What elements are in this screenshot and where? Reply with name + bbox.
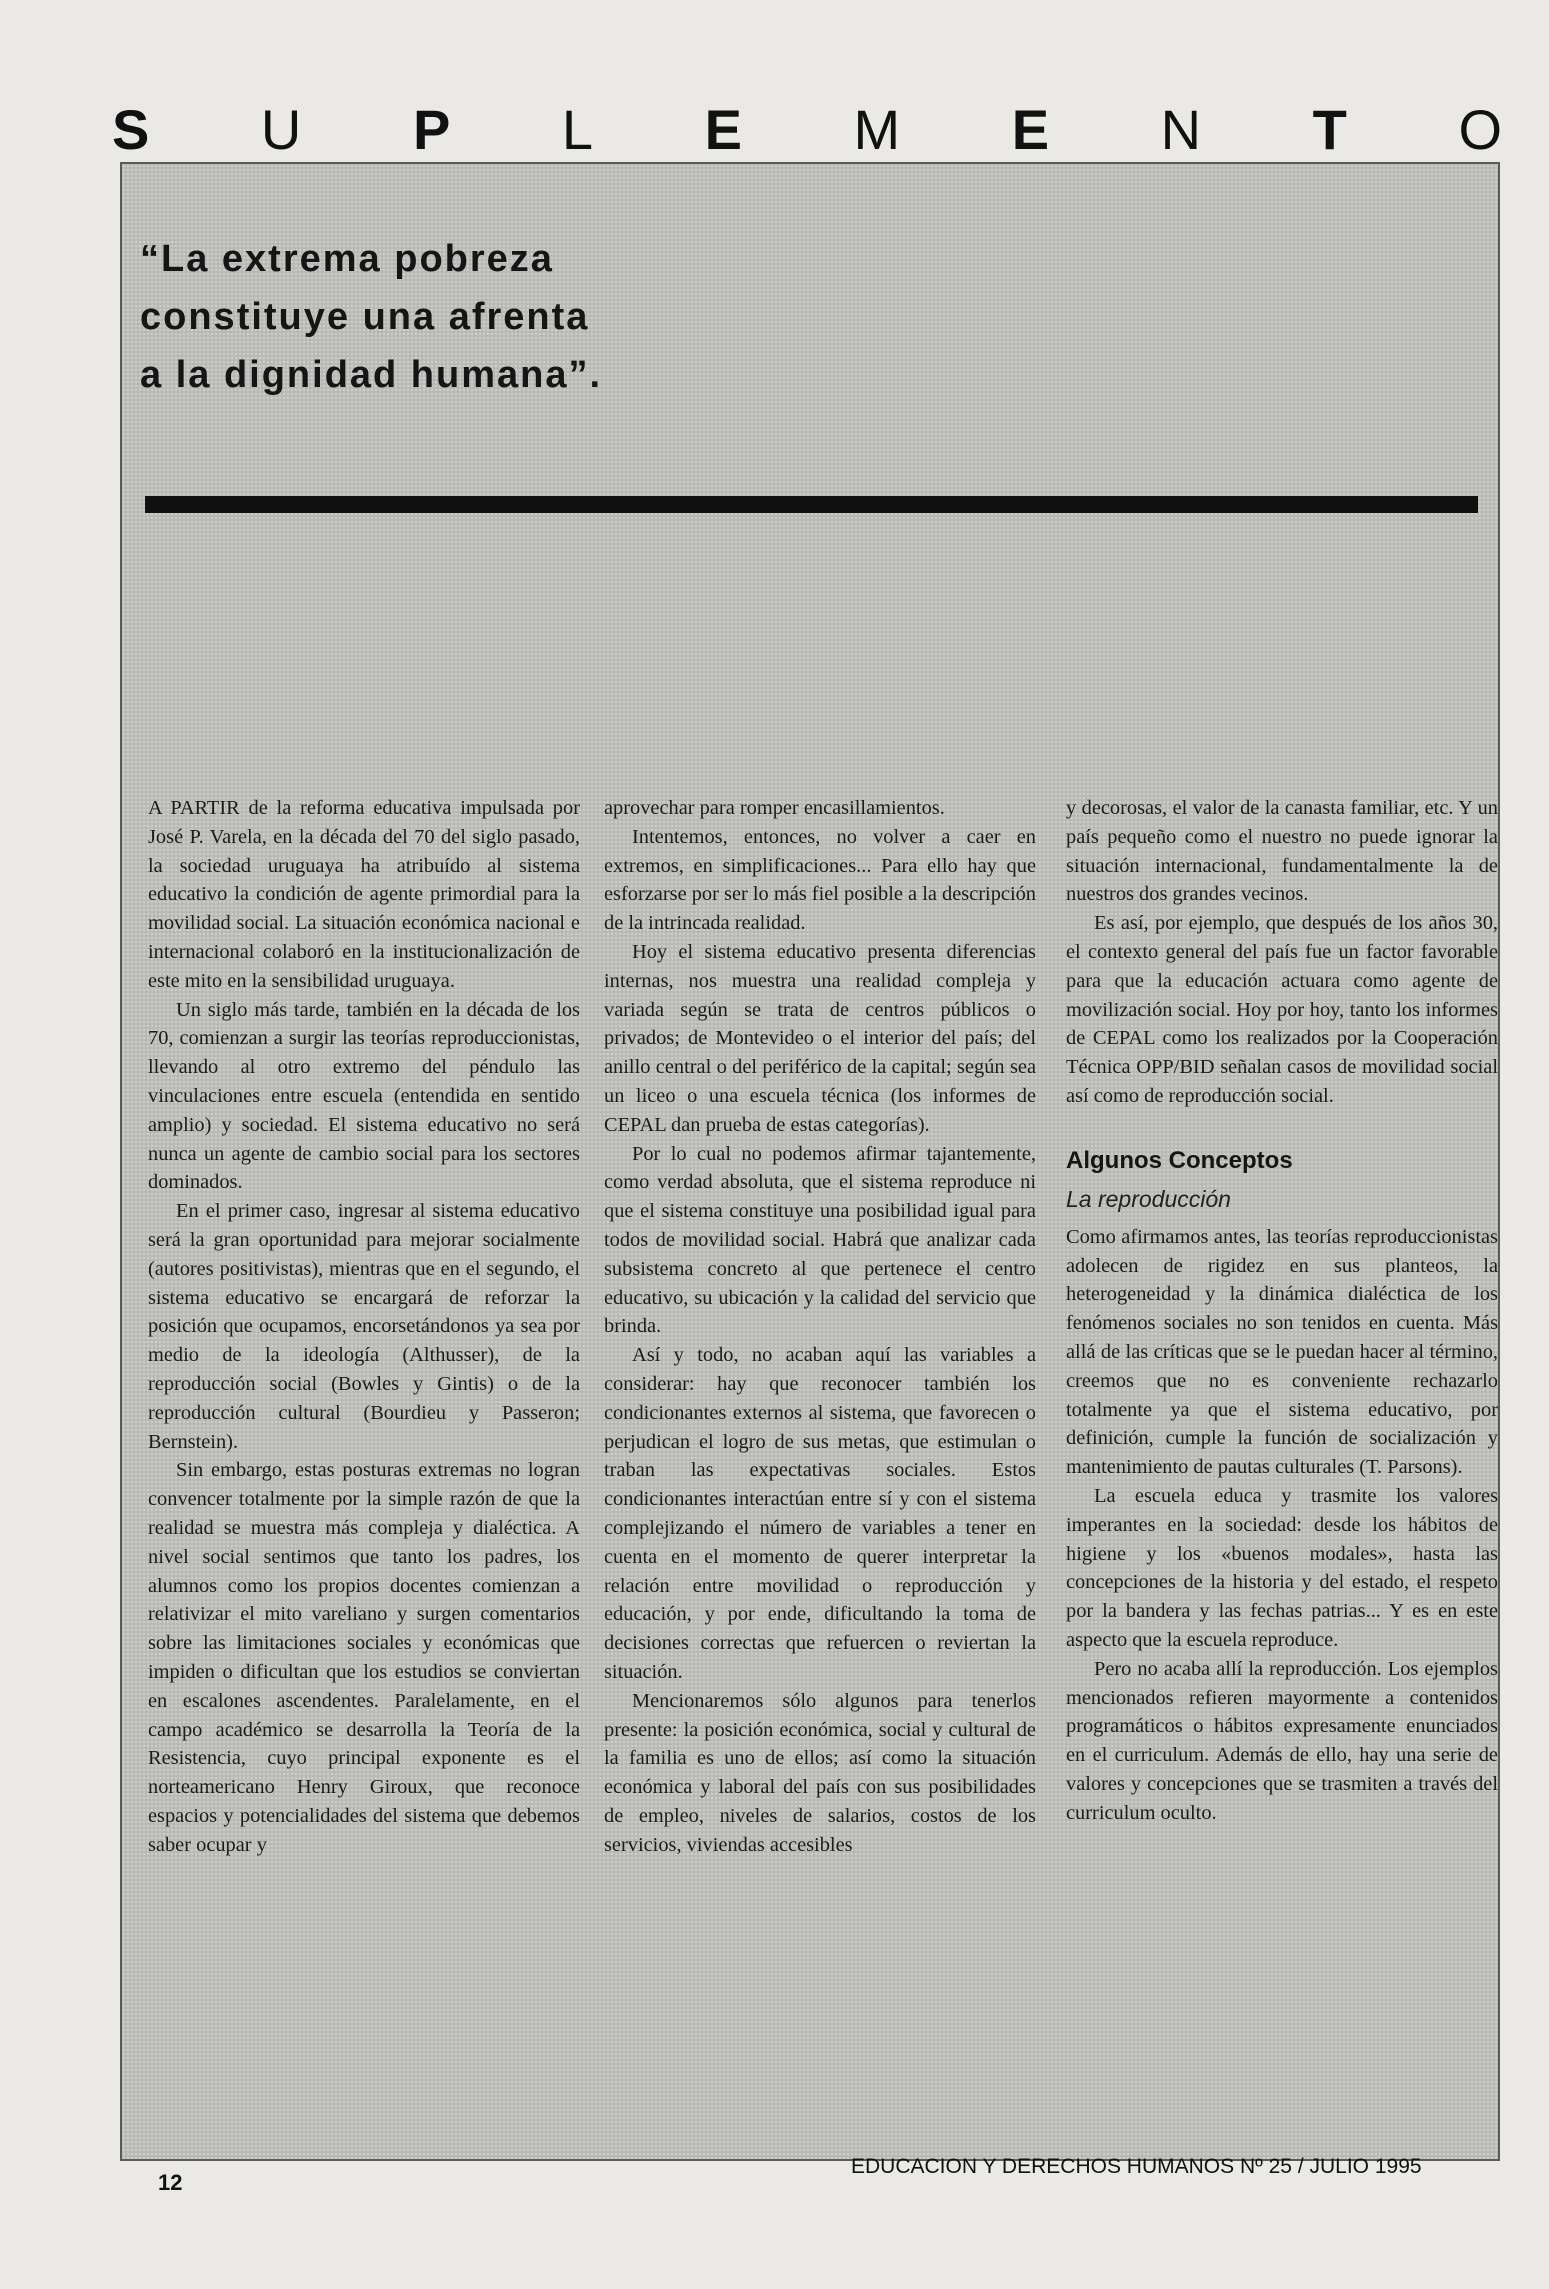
masthead-letter: M — [853, 98, 901, 161]
article-title — [140, 230, 700, 404]
paragraph: Intentemos, entonces, no volver a caer en extremos, en simplificaciones... Para ello hay que esforzarse por ser lo más fiel posible a la descripción de la intrincada realidad. — [604, 825, 1036, 935]
title-line: “La extrema pobreza — [140, 238, 554, 280]
masthead-suplemento — [112, 95, 1502, 165]
paragraph: Es así, por ejemplo, que después de los años 30, el contexto general del país fue un factor favorable para que la educación actuara como agente de movilización social. Hoy por hoy, tanto los informes de CEPAL como los realizados por la Cooperación Técnica OPP/BID señalan casos de movilidad social así como de reproducción social. — [1066, 912, 1498, 1107]
paragraph: A PARTIR de la reforma educativa impulsada por José P. Varela, en la década del 70 del siglo pasado, la sociedad uruguaya ha atribuído al sistema educativo la condición de agente primordial para la movilidad social. La situación económica nacional e internacional colaboró en la institucionalización de este mito en la sensibilidad uruguaya. — [148, 797, 580, 992]
title-rule — [145, 496, 1478, 513]
paragraph: La escuela educa y trasmite los valores imperantes en la sociedad: desde los hábitos de higiene y los «buenos modales», hasta las concepciones de la historia y del estado, el respeto por la bandera y las fechas patrias... Y es en este aspecto que la escuela reproduce. — [1066, 1484, 1498, 1651]
masthead-letter: O — [1458, 98, 1502, 161]
paragraph: En el primer caso, ingresar al sistema educativo será la gran oportunidad para mejorar socialmente (autores positivistas), mientras que en el segundo, el sistema educativo se encargará de reforzar la posición que ocupamos, encorsetándonos ya sea por medio de la ideología (Althusser), de la reproducción social (Bowles y Gintis) o de la reproducción cultural (Bourdieu y Passeron; Bernstein). — [148, 1200, 580, 1453]
paragraph: Como afirmamos antes, las teorías reproduccionistas adolecen de rigidez en sus planteos, la heterogeneidad y la dinámica dialéctica de los fenómenos sociales no son tenidos en cuenta. Más allá de las críticas que se le puedan hacer al término, creemos que no es conveniente rechazarlo totalmente ya que el sistema educativo, por definición, cumple la función de socialización y mantenimiento de pautas culturales (T. Parsons). — [1066, 1225, 1498, 1479]
section-heading: Algunos Conceptos — [1066, 1146, 1293, 1174]
paragraph: Hoy el sistema educativo presenta diferencias internas, nos muestra una realidad compleja y variada según se trata de centros públicos o privados; de Montevideo o el interior del país; del anillo central o del periférico de la capital; según sea un liceo o una escuela técnica (los informes de CEPAL dan prueba de estas categorías). — [604, 940, 1036, 1136]
title-line: a la dignidad humana”. — [140, 354, 603, 396]
paragraph: Sin embargo, estas posturas extremas no logran convencer totalmente por la simple razón de que la realidad se muestra más compleja y dialéctica. A nivel social sentimos que tanto los padres, los alumnos como los propios docentes comienzan a relativizar el mito vareliano y surgen comentarios sobre las limitaciones sociales y económicas que impiden o dificultan que los estudios se conviertan en escalones ascendentes. Paralelamente, en el campo académico se desarrolla la Teoría de la Resistencia, cuyo principal exponente es el norteamericano Henry Giroux, que reconoce espacios y potencialidades del sistema que debemos saber ocupar y — [148, 1459, 580, 1856]
masthead-letter: N — [1160, 98, 1202, 161]
page-number: 12 — [158, 2170, 183, 2195]
masthead-letter: E — [1011, 98, 1050, 161]
masthead-letter: T — [1312, 98, 1347, 161]
masthead-letter: P — [412, 98, 451, 161]
title-line: constituye una afrenta — [140, 296, 590, 338]
masthead-letter: U — [260, 98, 302, 161]
paragraph: Así y todo, no acaban aquí las variables a considerar: hay que reconocer también los condicionantes externos al sistema, que favorecen o perjudican el logro de sus metas, que estimulan o traban las expectativas sociales. Estos condicionantes interactúan entre sí y con el sistema complejizando el número de variables a tener en cuenta en el momento de querer interpretar la relación entre movilidad o reproducción y educación, y por ende, dificultando la toma de decisiones correctas que refuercen o reviertan la situación. — [604, 1344, 1036, 1683]
masthead-letter: L — [561, 98, 594, 161]
paragraph: y decorosas, el valor de la canasta familiar, etc. Y un país pequeño como el nuestro no puede ignorar la situación internacional, fundamentalmente la de nuestros dos grandes vecinos. — [1066, 797, 1498, 906]
text-column-3 — [1066, 794, 1498, 2124]
paragraph: aprovechar para romper encasillamientos. — [604, 797, 945, 819]
masthead-letter: E — [704, 98, 742, 161]
text-column-1 — [148, 794, 580, 2124]
paragraph: Un siglo más tarde, también en la década de los 70, comienzan a surgir las teorías reproduccionistas, llevando al otro extremo del péndulo las vinculaciones entre escuela (entendida en sentido amplio) y sociedad. El sistema educativo no será nunca un agente de cambio social para los sectores dominados. — [148, 998, 580, 1194]
paragraph: Pero no acaba allí la reproducción. Los ejemplos mencionados refieren mayormente a contenidos programáticos o hábitos expresamente enunciados en el curriculum. Además de ello, hay una serie de valores y concepciones que se trasmiten a través del curriculum oculto. — [1066, 1657, 1498, 1824]
text-column-2 — [604, 794, 1036, 2124]
paragraph: Por lo cual no podemos afirmar tajantemente, como verdad absoluta, que el sistema reproduce ni que el sistema constituye una posibilidad igual para todos de movilidad social. Habrá que analizar cada subsistema concreto al que pertenece el centro educativo, su ubicación y la calidad del servicio que brinda. — [604, 1142, 1036, 1338]
publication-footer: EDUCACION Y DERECHOS HUMANOS Nº 25 / JULIO 1995 — [851, 2155, 1422, 2178]
section-subheading: La reproducción — [1066, 1185, 1231, 1212]
paragraph: Mencionaremos sólo algunos para tenerlos presente: la posición económica, social y cultural de la familia es uno de ellos; así como la situación económica y laboral del país con sus posibilidades de empleo, niveles de salarios, costos de los servicios, viviendas accesibles — [604, 1689, 1036, 1856]
masthead-letter: S — [112, 98, 150, 161]
